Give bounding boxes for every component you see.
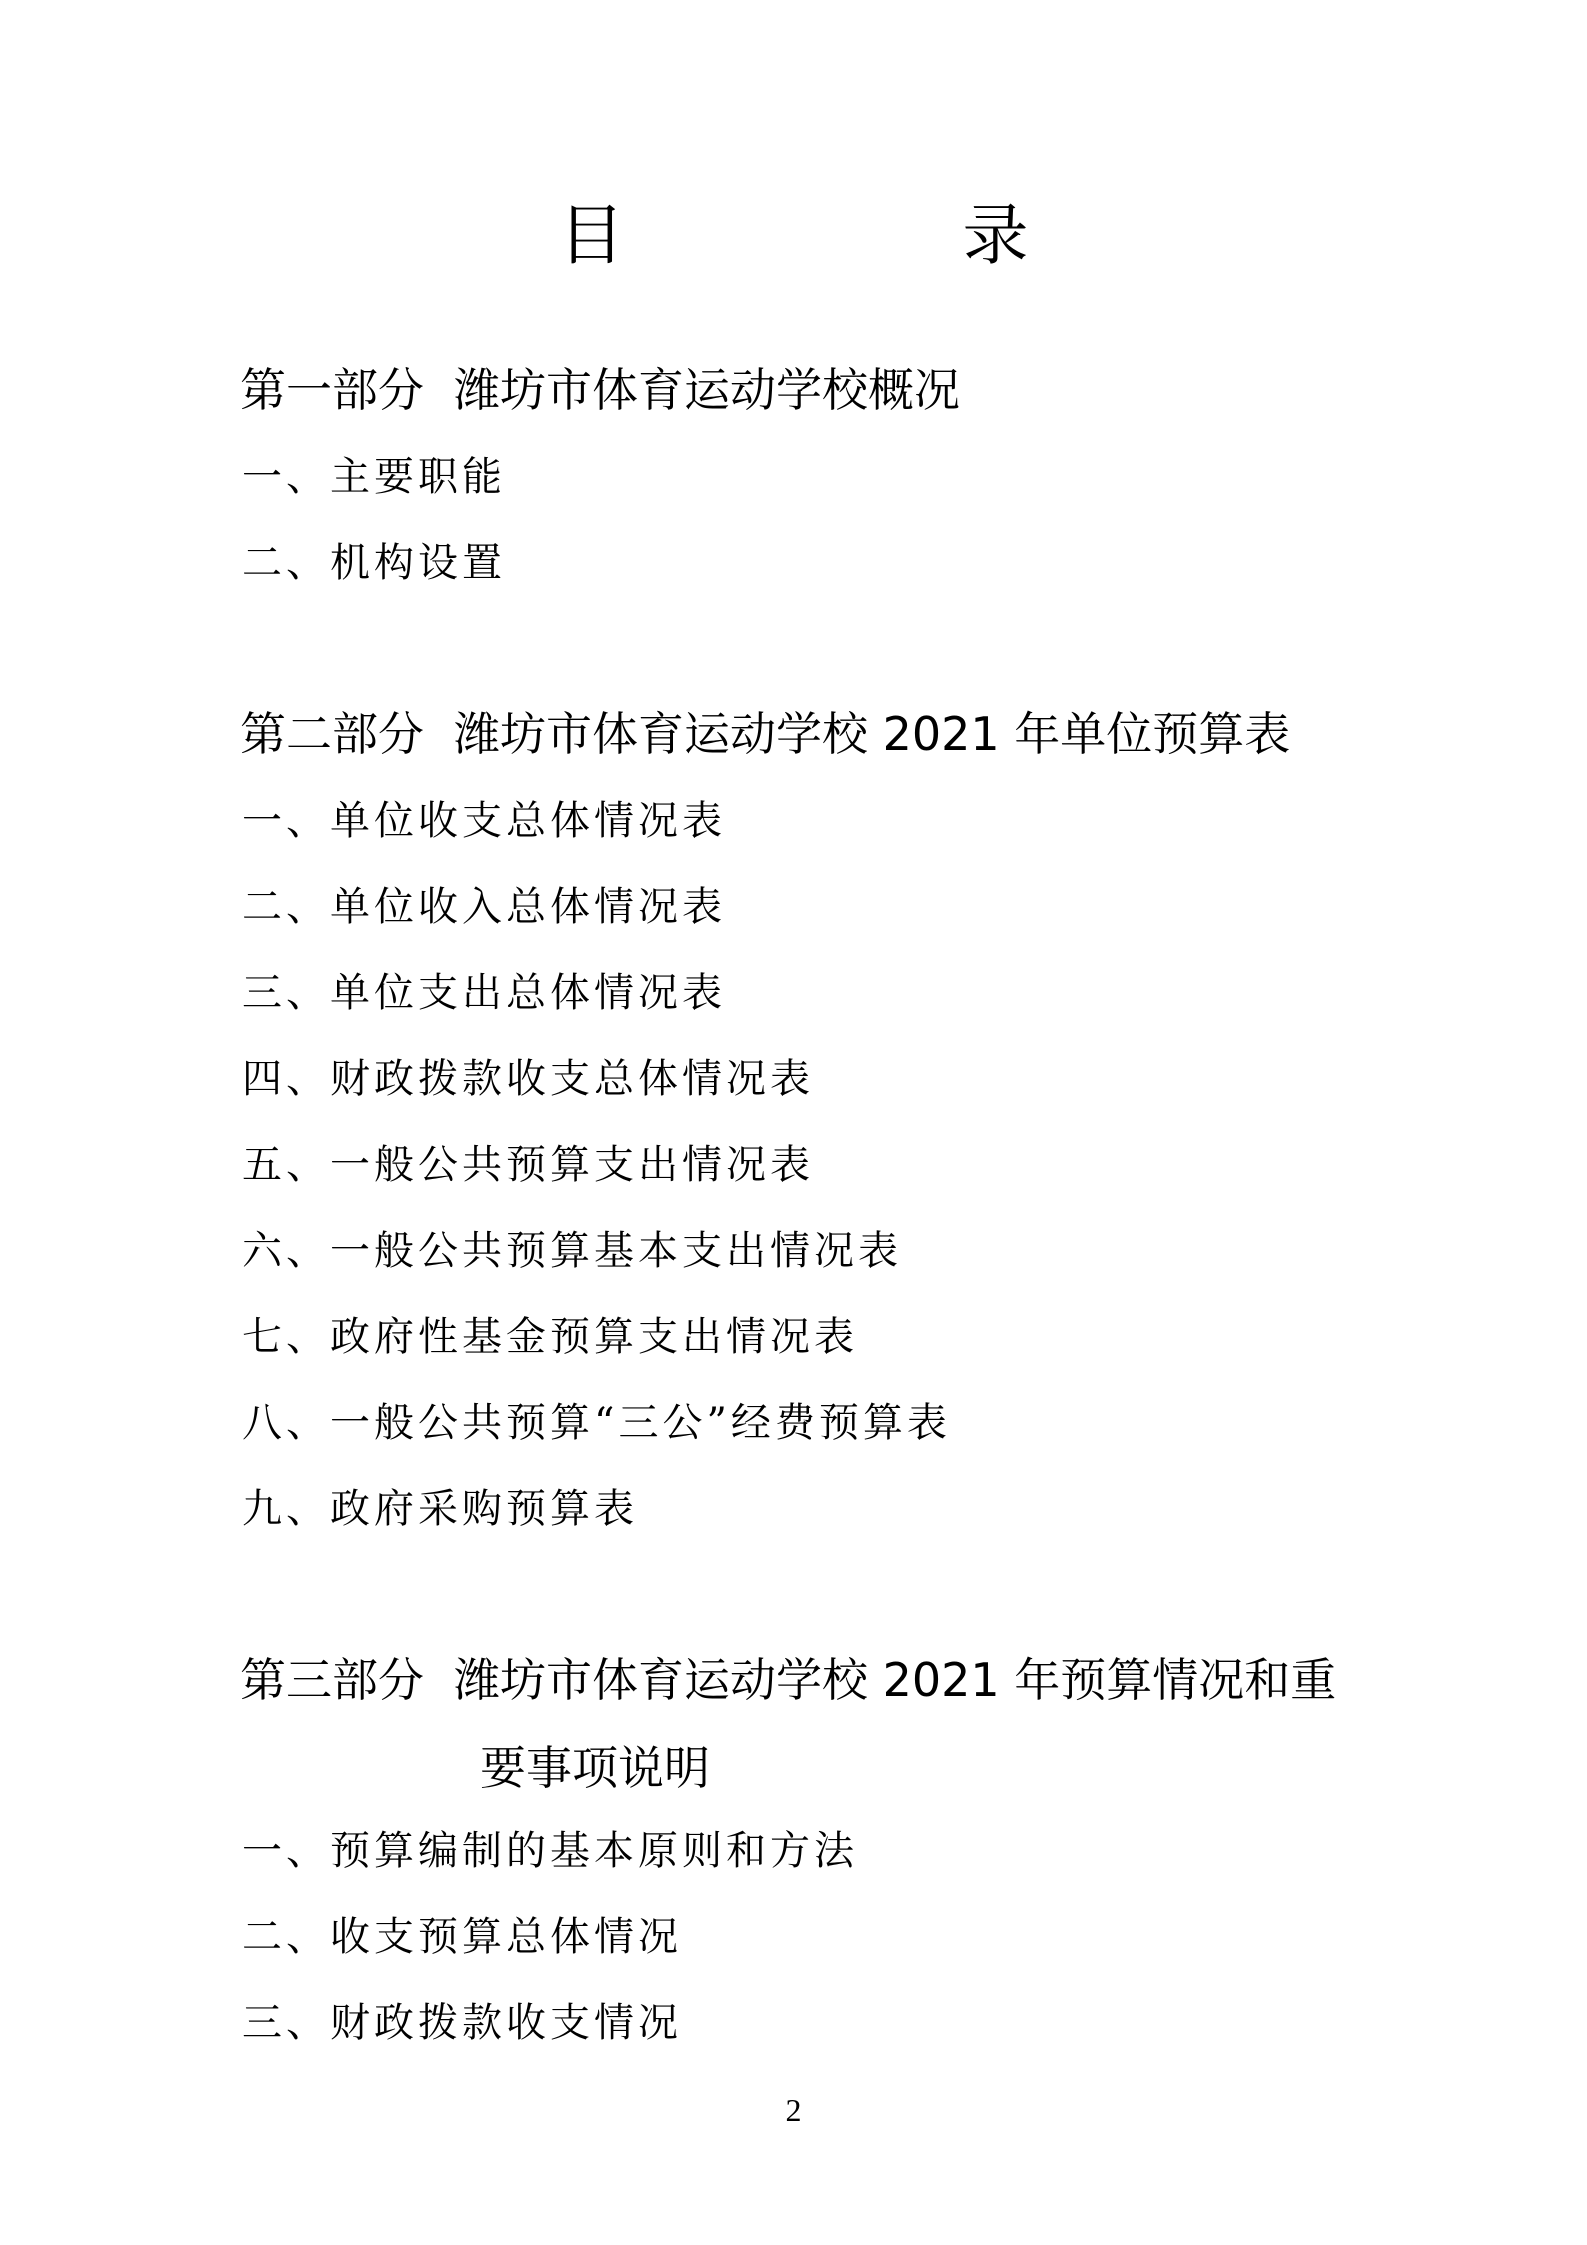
page-title: 目 录	[558, 197, 1165, 274]
toc-item: 一、主要职能	[242, 454, 506, 500]
toc-item: 一、单位收支总体情况表	[242, 798, 726, 844]
section-title: 潍坊市体育运动学校概况	[454, 363, 960, 417]
toc-item: 九、政府采购预算表	[242, 1486, 638, 1532]
toc-item: 三、单位支出总体情况表	[242, 970, 726, 1016]
section-heading-part-3	[240, 1652, 1337, 1795]
section-title: 潍坊市体育运动学校 2021 年单位预算表	[454, 707, 1291, 761]
page-number: 2	[785, 2092, 802, 2128]
section-label: 第三部分	[240, 1653, 424, 1707]
toc-item: 二、机构设置	[242, 540, 506, 586]
section-label: 第二部分	[240, 707, 424, 761]
toc-item: 三、财政拨款收支情况	[242, 2000, 682, 2046]
section-title-continuation: 要事项说明	[480, 1741, 710, 1795]
section-title: 潍坊市体育运动学校 2021 年预算情况和重	[454, 1653, 1337, 1707]
toc-item: 二、单位收入总体情况表	[242, 884, 726, 930]
section-label: 第一部分	[240, 363, 424, 417]
toc-item: 五、一般公共预算支出情况表	[242, 1142, 814, 1188]
toc-item: 四、财政拨款收支总体情况表	[242, 1056, 814, 1102]
section-heading-part-2	[240, 706, 1290, 762]
toc-item: 七、政府性基金预算支出情况表	[242, 1314, 858, 1360]
toc-item: 八、一般公共预算“三公”经费预算表	[242, 1400, 951, 1446]
toc-item: 二、收支预算总体情况	[242, 1914, 682, 1960]
section-heading-part-1	[240, 362, 960, 418]
toc-item: 六、一般公共预算基本支出情况表	[242, 1228, 902, 1274]
toc-item: 一、预算编制的基本原则和方法	[242, 1828, 858, 1874]
